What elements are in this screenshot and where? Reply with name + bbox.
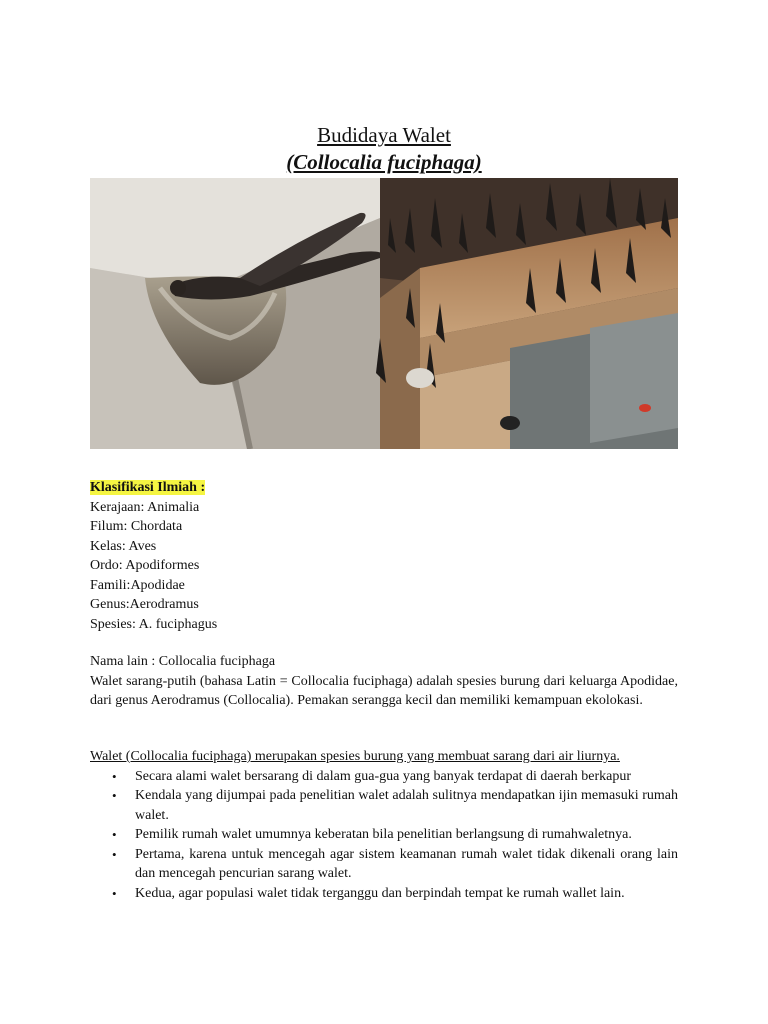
swiftlet-photo [90, 178, 678, 449]
page-title: Budidaya Walet [317, 123, 451, 147]
classification-filum: Filum: Chordata [90, 519, 183, 534]
bullet-icon: • [112, 827, 117, 842]
list-item: • Kendala yang dijumpai pada penelitian walet adalah sulitnya mendapatkan ijin memasuki rumah walet. [112, 788, 678, 823]
other-name: Nama lain : Collocalia fuciphaga [90, 654, 276, 669]
list-item: • Kedua, agar populasi walet tidak terganggu dan berpindah tempat ke rumah wallet lain. [90, 884, 678, 904]
classification-ordo: Ordo: Apodiformes [90, 558, 200, 573]
description-block [90, 652, 678, 711]
classification-heading: Klasifikasi Ilmiah : [90, 480, 206, 495]
bullet-icon: • [112, 788, 117, 803]
bullet-icon: • [112, 885, 117, 901]
walet-heading: Walet (Collocalia fuciphaga) merupakan spesies burung yang membuat sarang dari air liurnya. [90, 749, 620, 764]
list-item: • Secara alami walet bersarang di dalam gua-gua yang banyak terdapat di daerah berkapur [90, 767, 678, 787]
classification-spesies: Spesies: A. fuciphagus [90, 616, 218, 632]
classification-block [90, 478, 678, 634]
description-paragraph: Walet sarang-putih (bahasa Latin = Collocalia fuciphaga) adalah spesies burung dari keluarga Apodidae, dari genus Aerodramus (Collocalia). Pemakan serangga kecil dan memiliki kemampuan ekolokasi. [90, 673, 678, 708]
classification-kelas: Kelas: Aves [90, 538, 157, 554]
classification-genus: Genus:Aerodramus [90, 597, 199, 612]
list-item: • Pertama, karena untuk mencegah agar sistem keamanan rumah walet tidak dikenali orang lain dan mencegah pencurian sarang walet. [112, 846, 678, 881]
classification-kerajaan: Kerajaan: Animalia [90, 499, 200, 515]
bullet-list [90, 767, 678, 904]
bullet-icon: • [112, 846, 117, 862]
walet-section [90, 747, 678, 903]
classification-famili: Famili:Apodidae [90, 577, 185, 593]
page-subtitle: (Collocalia fuciphaga) [286, 150, 482, 174]
list-item: • Pemilik rumah walet umumnya keberatan bila penelitian berlangsung di rumahwaletnya. [90, 825, 678, 845]
bullet-icon: • [112, 768, 117, 784]
